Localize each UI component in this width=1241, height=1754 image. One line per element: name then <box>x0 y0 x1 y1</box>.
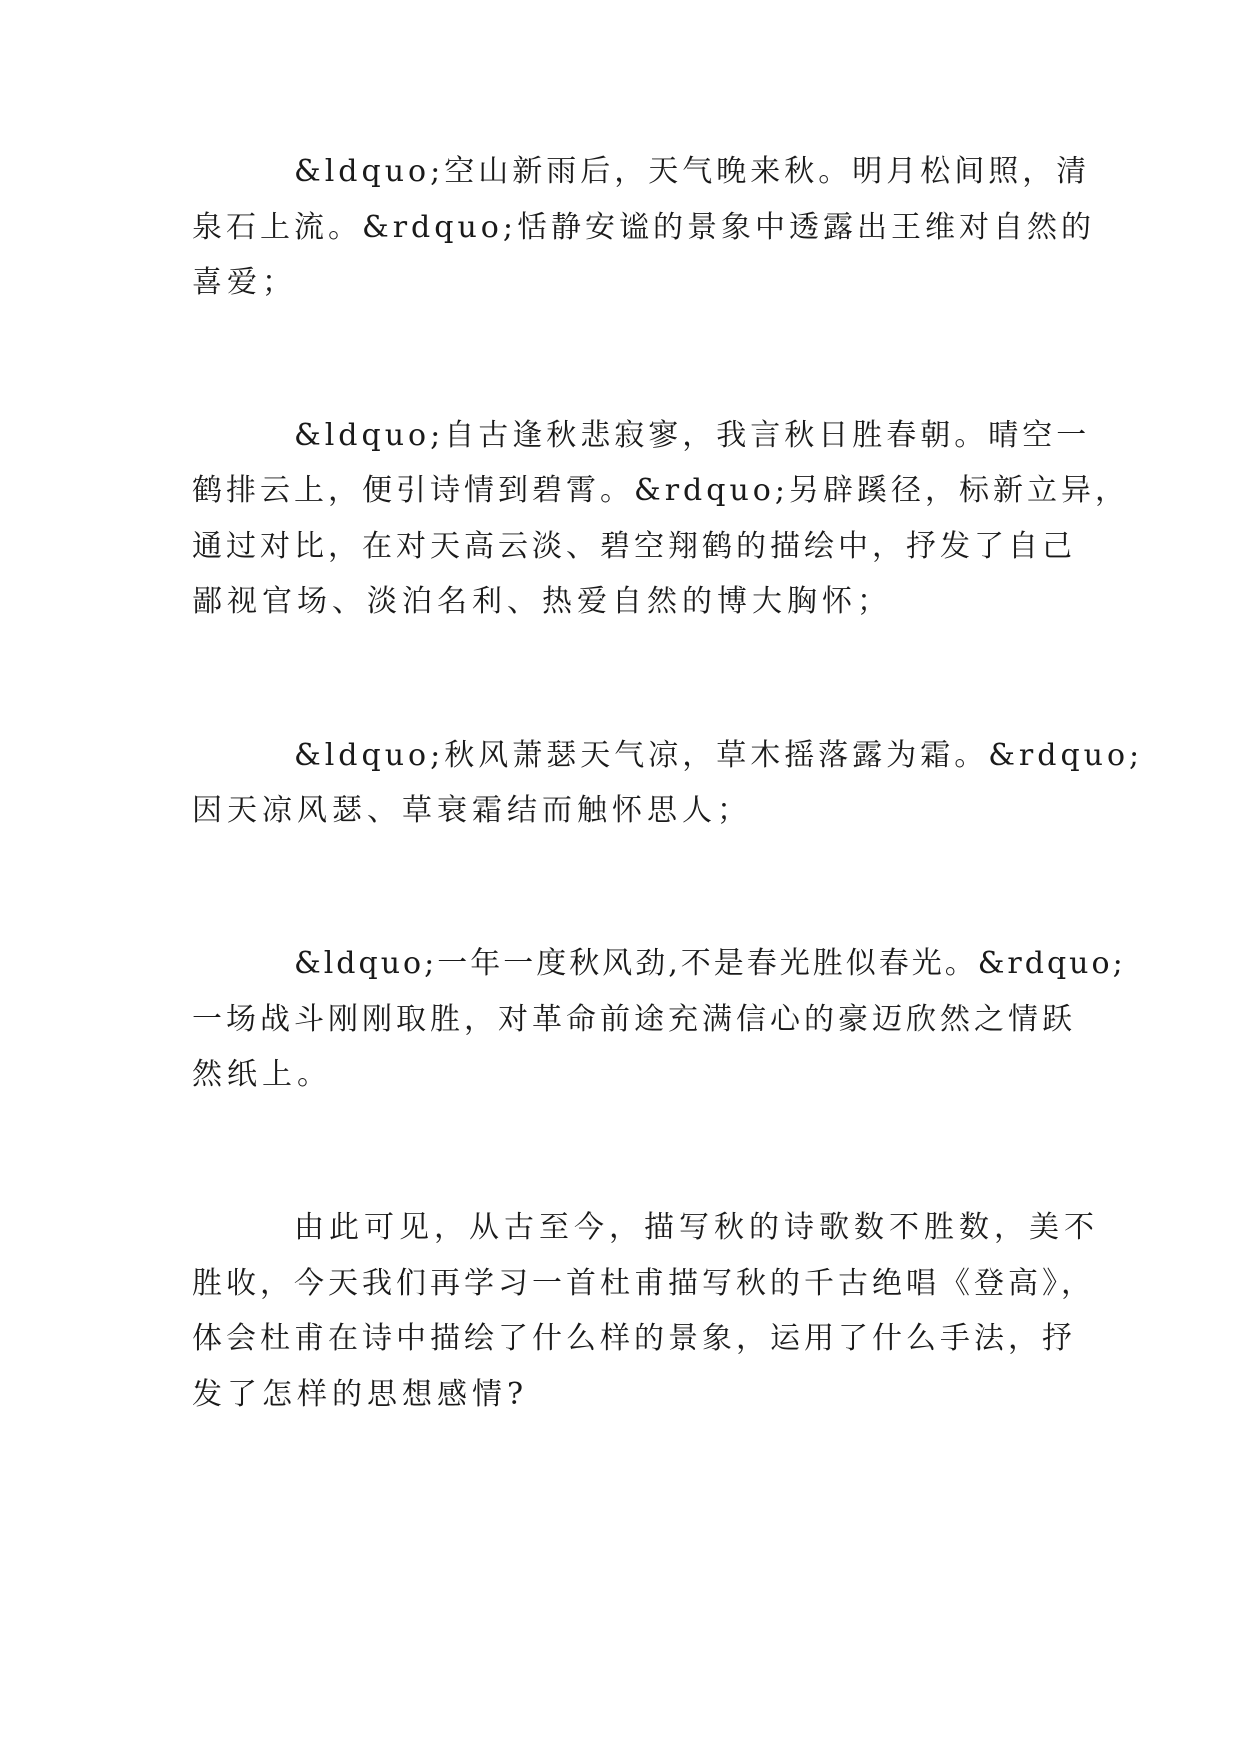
paragraph-5-line-2: 胜收，今天我们再学习一首杜甫描写秋的千古绝唱《登高》， <box>192 1266 1095 1301</box>
paragraph-4-line-1: &ldquo;一年一度秋风劲,不是春光胜似春光。&rdquo; <box>294 946 1126 981</box>
paragraph-4-line-2: 一场战斗刚刚取胜，对革命前途充满信心的豪迈欣然之情跃 <box>192 1002 1076 1037</box>
paragraph-5-line-1: 由此可见，从古至今，描写秋的诗歌数不胜数，美不 <box>294 1210 1099 1245</box>
paragraph-2-line-3: 通过对比，在对天高云淡、碧空翔鹤的描绘中，抒发了自己 <box>192 529 1076 564</box>
paragraph-5-line-3: 体会杜甫在诗中描绘了什么样的景象，运用了什么手法，抒 <box>192 1321 1076 1356</box>
paragraph-2-line-1: &ldquo;自古逢秋悲寂寥，我言秋日胜春朝。晴空一 <box>294 418 1091 453</box>
paragraph-1-line-1: &ldquo;空山新雨后，天气晚来秋。明月松间照，清 <box>294 154 1091 189</box>
paragraph-2-line-4: 鄙视官场、淡泊名利、热爱自然的博大胸怀； <box>192 584 892 619</box>
paragraph-2-line-2: 鹤排云上，便引诗情到碧霄。&rdquo;另辟蹊径，标新立异， <box>192 473 1129 508</box>
paragraph-5-line-4: 发了怎样的思想感情? <box>192 1377 529 1412</box>
paragraph-3-line-2: 因天凉风瑟、草衰霜结而触怀思人； <box>192 793 752 828</box>
paragraph-4-line-3: 然纸上。 <box>192 1057 332 1092</box>
paragraph-1-line-2: 泉石上流。&rdquo;恬静安谧的景象中透露出王维对自然的 <box>192 210 1095 245</box>
paragraph-3-line-1: &ldquo;秋风萧瑟天气凉，草木摇落露为霜。&rdquo; <box>294 738 1144 773</box>
paragraph-1-line-3: 喜爱； <box>192 265 297 300</box>
